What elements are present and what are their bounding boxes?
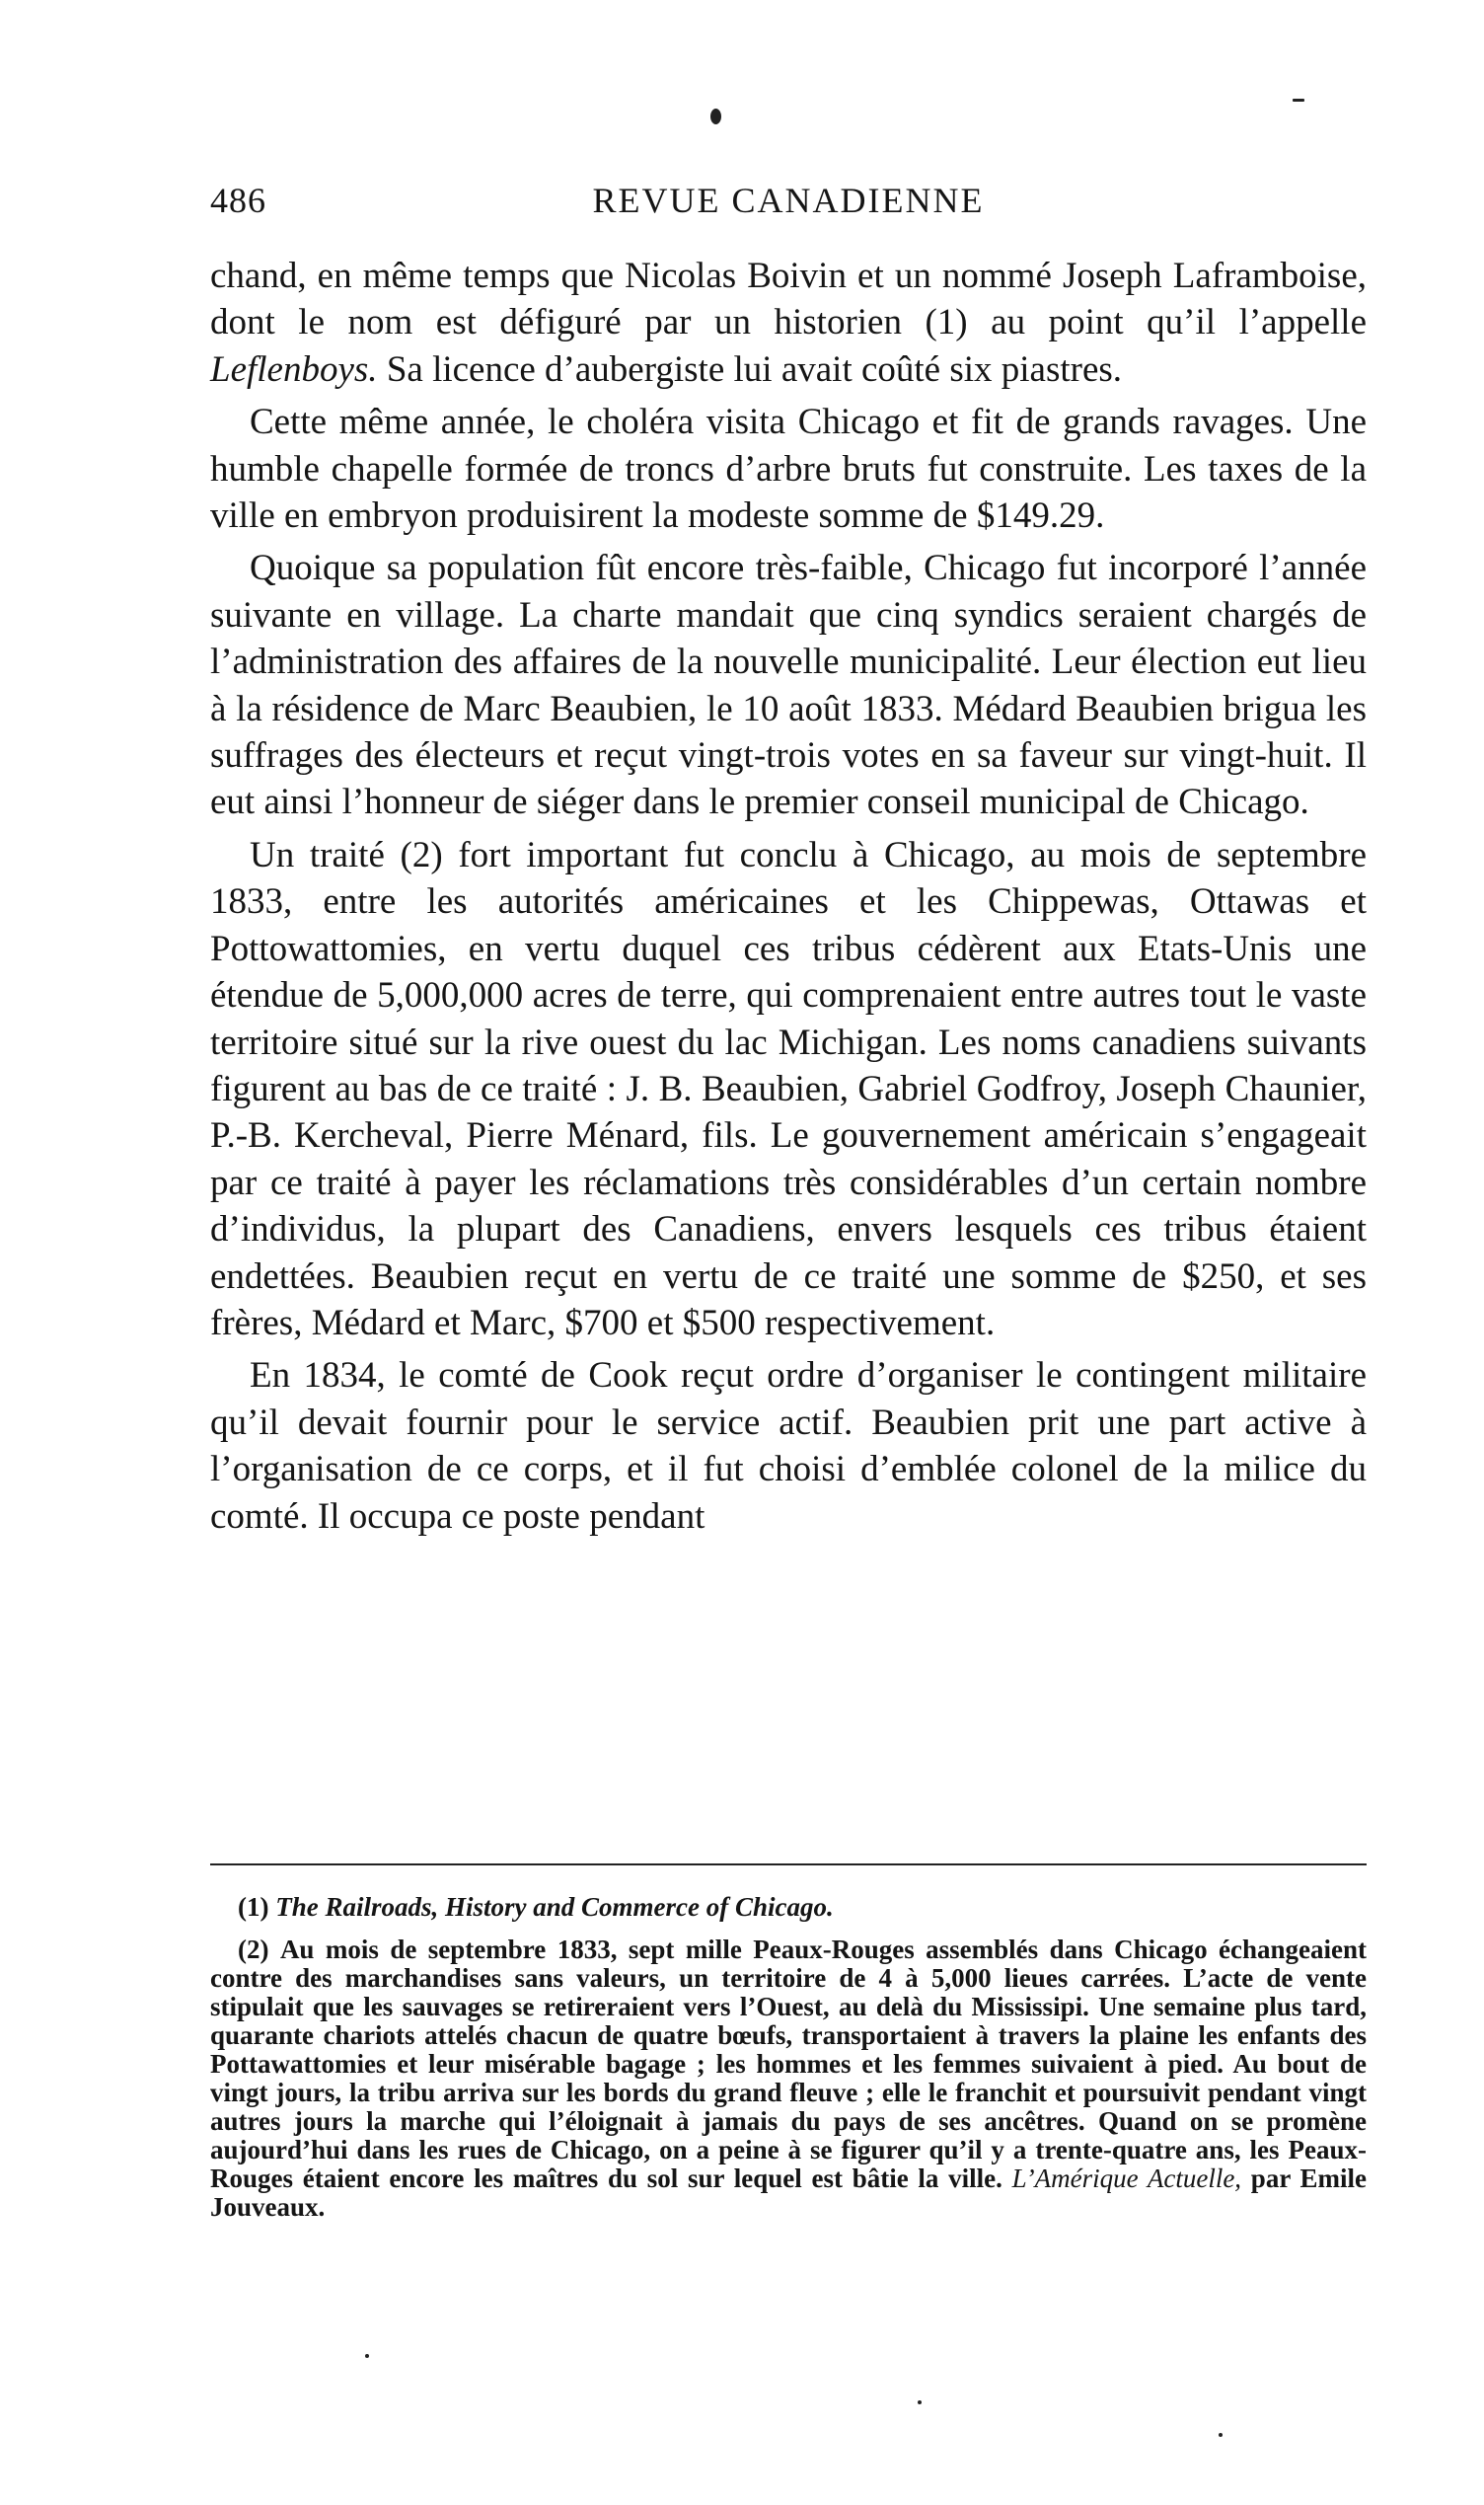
footnote-2-marker: (2) — [238, 1935, 269, 1964]
footnote-2-citation: L’Amérique Actuelle, — [1011, 2163, 1242, 2193]
paragraph-5: En 1834, le comté de Cook reçut ordre d’organiser le contingent militaire qu’il devait fournir pour le service actif. Beaubien prit une part active à l’organisation de ce corps, et il fut choisi d’emblée colonel de la milice du comté. Il occupa ce poste pendant — [210, 1355, 1367, 1537]
footnote-2-text: Au mois de septembre 1833, sept mille Peaux-Rouges assemblés dans Chicago échangeaient contre des marchandises sans valeurs, un territoire de 4 à 5,000 lieues carrées. L’acte de vente stipulait que les sauvages se retireraient vers l’Ouest, au delà du Mississipi. Une semaine plus tard, quarante chariots attelés chacun de quatre bœufs, transportaient à travers la plaine les enfants des Pottawattomies et leur misérable bagage ; les hommes et les femmes suivaient à pied. Au bout de vingt jours, la tribu arriva sur les bords du grand fleuve ; elle le franchit et poursuivit pendant vingt autres jours la marche qui l’éloignait à jamais du pays de ses ancêtres. Quand on se promène aujourd’hui dans les rues de Chicago, on a peine à se figurer qu’il y a trente-quatre ans, les Peaux-Rouges étaient encore les maîtres du sol sur lequel est bâtie la ville. — [210, 1935, 1368, 2193]
paragraph-3: Quoique sa population fût encore très-faible, Chicago fut incorporé l’année suivante en village. La charte mandait que cinq syndics seraient chargés de l’administration des affaires de la nouvelle municipalité. Leur élection eut lieu à la résidence de Marc Beaubien, le 10 août 1833. Médard Beaubien brigua les suffrages des électeurs et reçut vingt-trois votes en sa faveur sur vingt-huit. Il eut ainsi l’honneur de siéger dans le premier conseil municipal de Chicago. — [210, 548, 1367, 823]
page-number: 486 — [210, 181, 266, 220]
ink-speck — [710, 109, 721, 124]
ink-speck — [1293, 99, 1304, 102]
paragraph-1-end: Sa licence d’aubergiste lui avait coûté six piastres. — [386, 348, 1123, 390]
historian-name: Leflenboys. — [210, 348, 378, 390]
footnote-1-text: The Railroads, History and Commerce of Chicago. — [275, 1892, 834, 1922]
page-header — [210, 176, 1367, 225]
footnotes — [210, 1893, 1367, 2236]
footnote-1-marker: (1) — [238, 1892, 269, 1922]
ink-speck — [1219, 2433, 1223, 2437]
paragraph-1 — [210, 253, 1367, 393]
running-title: REVUE CANADIENNE — [592, 181, 985, 220]
ink-speck — [365, 2354, 369, 2358]
footnote-divider — [210, 1863, 1367, 1865]
paragraph-4: Un traité (2) fort important fut conclu à Chicago, au mois de septembre 1833, entre les autorités américaines et les Chippewas, Ottawas et Pottowattomies, en vertu duquel ces tribus cédèrent aux Etats-Unis une étendue de 5,000,000 acres de terre, qui comprenaient entre autres tout le vaste territoire situé sur la rive ouest du lac Michigan. Les noms canadiens suivants figurent au bas de ce traité : J. B. Beaubien, Gabriel Godfroy, Joseph Chaunier, P.-B. Kercheval, Pierre Ménard, fils. Le gouvernement américain s’engageait par ce traité à payer les réclamations très considérables d’un certain nombre d’individus, la plupart des Canadiens, envers lesquels ces tribus étaient endettées. Beaubien reçut en vertu de ce traité une somme de $250, et ses frères, Médard et Marc, $700 et $500 respectivement. — [210, 834, 1367, 1343]
body-text — [210, 253, 1367, 1546]
paragraph-1-text: chand, en même temps que Nicolas Boivin et un nommé Joseph Laframboise, dont le nom est défiguré par un historien (1) au point qu’il l’appelle — [210, 256, 1367, 343]
paragraph-2: Cette même année, le choléra visita Chicago et fit de grands ravages. Une humble chapelle formée de troncs d’arbre bruts fut construite. Les taxes de la ville en embryon produisirent la modeste somme de $149.29. — [210, 402, 1367, 537]
footnote-2 — [210, 1936, 1367, 2222]
ink-speck — [918, 2400, 922, 2404]
footnote-2-author: par Emile Jouveaux. — [210, 2163, 1368, 2222]
footnote-1 — [210, 1893, 1367, 1922]
